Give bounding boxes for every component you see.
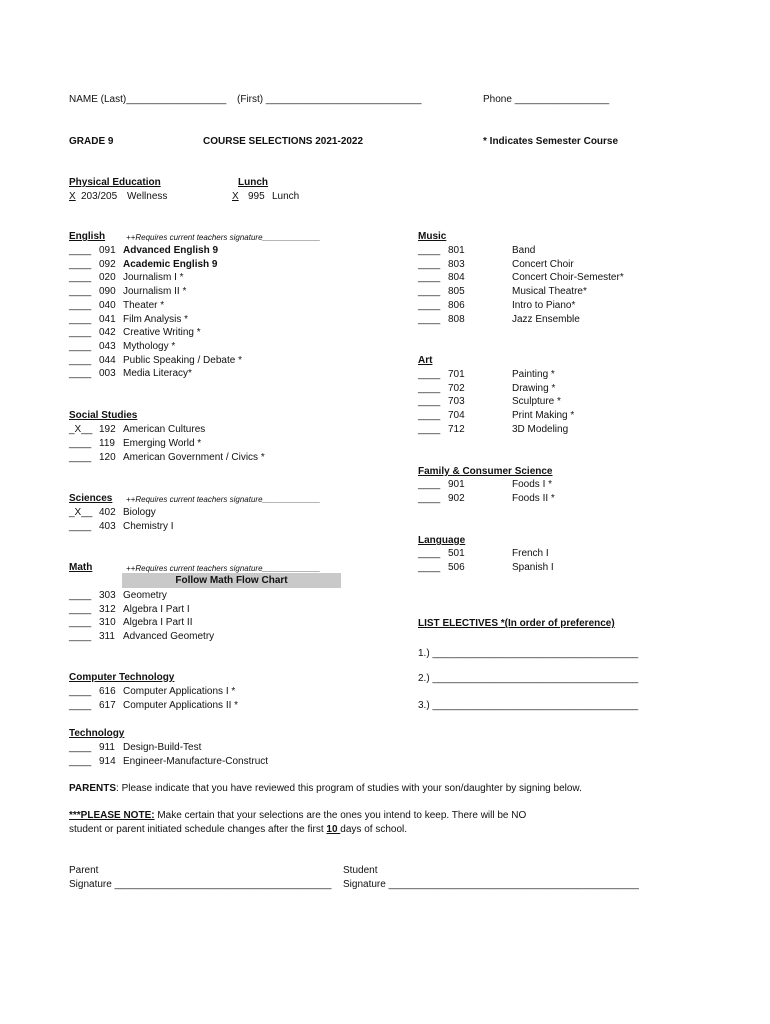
math-selection-blank[interactable]: ____ — [69, 617, 92, 629]
english-selection-blank[interactable]: ____ — [69, 354, 92, 366]
english-course-name: Media Literacy* — [123, 368, 192, 380]
sciences-course-row — [69, 520, 174, 534]
music-course-row — [418, 299, 575, 313]
math-selection-blank[interactable]: ____ — [69, 603, 92, 615]
parents-text: : Please indicate that you have reviewed this program of studies with your son/daughter by signing below. — [116, 783, 582, 794]
music-course-code: 808 — [448, 313, 465, 325]
student-label: Student — [343, 865, 378, 876]
art-selection-blank[interactable]: ____ — [418, 396, 441, 408]
english-course-name: Journalism II * — [123, 286, 187, 298]
parents-statement — [69, 783, 582, 794]
math-course-code: 310 — [99, 617, 116, 629]
english-course-row — [69, 354, 242, 368]
social-selection-blank[interactable]: ____ — [69, 452, 92, 463]
math-signature-note[interactable]: ++Requires current teachers signature_____________ — [126, 564, 321, 573]
english-selection-blank[interactable]: ____ — [69, 245, 92, 256]
lunch-name: Lunch — [272, 191, 300, 202]
computer-tech-title: Computer Technology — [69, 672, 175, 683]
lunch-code: 995 — [248, 191, 265, 202]
math-flow-chart-banner: Follow Math Flow Chart — [122, 573, 341, 588]
sciences-selection-blank[interactable]: _X__ — [69, 507, 93, 518]
english-course-name: Journalism I * — [123, 272, 184, 284]
social-course-code: 120 — [99, 452, 116, 463]
english-course-name: Public Speaking / Debate * — [123, 354, 242, 366]
fcs-course-code: 902 — [448, 493, 465, 504]
social-studies-title: Social Studies — [69, 410, 138, 421]
semester-note: * Indicates Semester Course — [483, 136, 619, 147]
student-signature-line[interactable]: Signature _____________________________________________ — [343, 879, 639, 890]
language-course-name: Spanish I — [512, 562, 554, 573]
music-course-code: 803 — [448, 258, 465, 270]
english-selection-blank[interactable]: ____ — [69, 272, 92, 284]
english-course-code: 090 — [99, 286, 116, 298]
english-course-row — [69, 313, 188, 327]
computer-course-code: 617 — [99, 700, 116, 711]
math-selection-blank[interactable]: ____ — [69, 631, 92, 643]
music-course-name: Concert Choir — [512, 258, 574, 270]
technology-course-row — [69, 741, 201, 755]
fcs-course-name: Foods I * — [512, 479, 553, 490]
music-course-code: 801 — [448, 245, 465, 256]
math-course-row — [69, 630, 214, 644]
computer-course-name: Computer Applications II * — [123, 700, 239, 711]
elective-line-1[interactable]: 1.) _____________________________________ — [418, 648, 639, 659]
phone-field[interactable]: Phone _________________ — [483, 94, 610, 105]
language-selection-blank[interactable]: ____ — [418, 548, 441, 559]
math-course-code: 303 — [99, 590, 116, 601]
language-title: Language — [418, 535, 466, 546]
music-course-row — [418, 313, 580, 327]
fcs-title: Family & Consumer Science — [418, 466, 553, 477]
art-course-row — [418, 382, 555, 396]
art-selection-blank[interactable]: ____ — [418, 423, 441, 435]
art-selection-blank[interactable]: ____ — [418, 369, 441, 380]
art-title: Art — [418, 355, 433, 366]
social-course-code: 119 — [99, 438, 115, 449]
art-course-code: 701 — [448, 369, 465, 380]
art-course-code: 702 — [448, 382, 465, 394]
english-selection-blank[interactable]: ____ — [69, 313, 92, 325]
art-course-name: Drawing * — [512, 382, 556, 394]
name-first-field[interactable]: (First) ____________________________ — [237, 94, 422, 105]
music-course-code: 806 — [448, 299, 465, 311]
english-selection-blank[interactable]: ____ — [69, 286, 92, 298]
art-course-name: 3D Modeling — [512, 423, 569, 435]
sciences-course-code: 403 — [99, 521, 116, 532]
course-selections-title: COURSE SELECTIONS 2021-2022 — [203, 136, 364, 147]
english-course-code: 091 — [99, 245, 116, 256]
art-course-row — [418, 423, 568, 437]
english-course-row — [69, 285, 186, 299]
english-course-code: 020 — [99, 272, 116, 284]
english-course-name: Academic English 9 — [123, 258, 218, 270]
english-selection-blank[interactable]: ____ — [69, 299, 92, 311]
music-selection-blank[interactable]: ____ — [418, 299, 441, 311]
elective-line-3[interactable]: 3.) _____________________________________ — [418, 700, 639, 711]
english-course-code: 042 — [99, 327, 116, 339]
social-course-row — [69, 423, 205, 437]
english-course-code: 092 — [99, 258, 116, 270]
pe-name: Wellness — [127, 191, 168, 202]
sciences-signature-note[interactable]: ++Requires current teachers signature_____________ — [126, 495, 321, 504]
music-course-name: Concert Choir-Semester* — [512, 272, 624, 284]
music-course-row — [418, 258, 574, 272]
pe-code: 203/205 — [81, 191, 118, 202]
english-course-name: Theater * — [123, 299, 165, 311]
notice-text-2a: student or parent initiated schedule changes after the first — [69, 824, 327, 835]
music-course-name: Musical Theatre* — [512, 286, 587, 298]
music-course-name: Band — [512, 245, 536, 256]
social-selection-blank[interactable]: _X__ — [69, 424, 93, 435]
math-course-code: 312 — [99, 603, 116, 615]
lunch-title: Lunch — [238, 177, 268, 188]
lunch-row — [232, 190, 299, 204]
elective-line-2[interactable]: 2.) _____________________________________ — [418, 673, 639, 684]
math-course-name: Algebra I Part II — [123, 617, 193, 629]
social-course-code: 192 — [99, 424, 116, 435]
english-course-code: 003 — [99, 368, 116, 380]
math-course-code: 311 — [99, 631, 115, 643]
parents-label: PARENTS — [69, 783, 117, 794]
language-course-name: French I — [512, 548, 549, 559]
notice-label: ***PLEASE NOTE: — [69, 810, 155, 821]
english-course-code: 044 — [99, 354, 116, 366]
sciences-course-code: 402 — [99, 507, 116, 518]
social-selection-blank[interactable]: ____ — [69, 438, 92, 449]
computer-selection-blank[interactable]: ____ — [69, 700, 92, 711]
math-course-name: Algebra I Part I — [123, 603, 190, 615]
math-course-row — [69, 603, 190, 617]
music-title: Music — [418, 231, 447, 242]
technology-course-code: 914 — [99, 756, 116, 767]
notice-text-2b: days of school. — [340, 824, 408, 835]
english-course-row — [69, 271, 184, 285]
english-course-name: Advanced English 9 — [123, 245, 219, 256]
english-course-row — [69, 258, 217, 272]
english-signature-note[interactable]: ++Requires current teachers signature_____________ — [126, 233, 321, 242]
fcs-course-row — [418, 478, 552, 492]
computer-course-name: Computer Applications I * — [123, 686, 236, 697]
grade-title: GRADE 9 — [69, 136, 114, 147]
art-course-row — [418, 368, 555, 382]
english-course-code: 043 — [99, 340, 116, 352]
computer-course-row — [69, 699, 238, 713]
pe-row — [69, 190, 167, 204]
art-course-name: Print Making * — [512, 410, 575, 422]
english-course-row — [69, 340, 175, 354]
computer-course-row — [69, 685, 235, 699]
music-course-row — [418, 285, 587, 299]
sciences-course-row — [69, 506, 156, 520]
english-course-code: 040 — [99, 299, 116, 311]
music-course-code: 804 — [448, 272, 465, 284]
math-selection-blank[interactable]: ____ — [69, 590, 92, 601]
language-selection-blank[interactable]: ____ — [418, 562, 441, 573]
language-course-row — [418, 561, 554, 575]
english-course-row — [69, 367, 192, 381]
notice-line-2 — [69, 824, 407, 835]
music-selection-blank[interactable]: ____ — [418, 245, 441, 256]
english-selection-blank[interactable]: ____ — [69, 258, 92, 270]
language-course-code: 506 — [448, 562, 465, 573]
music-course-name: Jazz Ensemble — [512, 313, 580, 325]
music-course-code: 805 — [448, 286, 465, 298]
parent-signature-line[interactable]: Signature _______________________________________ — [69, 879, 332, 890]
music-selection-blank[interactable]: ____ — [418, 272, 441, 284]
notice-line-1 — [69, 810, 526, 821]
art-course-name: Sculpture * — [512, 396, 561, 408]
fcs-selection-blank[interactable]: ____ — [418, 493, 441, 504]
pe-mark[interactable]: X — [69, 191, 76, 202]
math-title: Math — [69, 562, 93, 573]
math-course-row — [69, 616, 192, 630]
computer-selection-blank[interactable]: ____ — [69, 686, 92, 697]
music-selection-blank[interactable]: ____ — [418, 258, 441, 270]
technology-course-name: Engineer-Manufacture-Construct — [123, 756, 269, 767]
social-course-row — [69, 451, 265, 465]
music-course-row — [418, 271, 624, 285]
fcs-course-row — [418, 492, 555, 506]
fcs-course-name: Foods II * — [512, 493, 555, 504]
art-course-code: 703 — [448, 396, 465, 408]
english-course-row — [69, 326, 201, 340]
fcs-course-code: 901 — [448, 479, 465, 490]
language-course-row — [418, 547, 549, 561]
english-title: English — [69, 231, 106, 242]
technology-course-row — [69, 755, 268, 769]
pe-title: Physical Education — [69, 177, 161, 188]
english-course-name: Mythology * — [123, 340, 176, 352]
name-last-field[interactable]: NAME (Last)__________________ — [69, 94, 227, 105]
english-selection-blank[interactable]: ____ — [69, 340, 92, 352]
art-course-row — [418, 409, 574, 423]
technology-selection-blank[interactable]: ____ — [69, 742, 92, 753]
english-selection-blank[interactable]: ____ — [69, 327, 92, 339]
music-selection-blank[interactable]: ____ — [418, 313, 441, 325]
notice-days: 10 — [326, 824, 341, 835]
social-course-row — [69, 437, 201, 451]
technology-title: Technology — [69, 728, 125, 739]
sciences-title: Sciences — [69, 493, 113, 504]
sciences-selection-blank[interactable]: ____ — [69, 521, 92, 532]
technology-selection-blank[interactable]: ____ — [69, 756, 92, 767]
art-selection-blank[interactable]: ____ — [418, 410, 441, 422]
english-course-row — [69, 244, 218, 258]
english-course-name: Creative Writing * — [123, 327, 201, 339]
math-course-name: Geometry — [123, 590, 167, 601]
fcs-selection-blank[interactable]: ____ — [418, 479, 441, 490]
art-course-row — [418, 395, 561, 409]
technology-course-name: Design-Build-Test — [123, 742, 202, 753]
math-course-row — [69, 589, 167, 603]
technology-course-code: 911 — [99, 742, 115, 753]
english-selection-blank[interactable]: ____ — [69, 368, 92, 380]
english-course-code: 041 — [99, 313, 116, 325]
art-course-code: 704 — [448, 410, 465, 422]
english-course-name: Film Analysis * — [123, 313, 189, 325]
music-selection-blank[interactable]: ____ — [418, 286, 441, 298]
music-course-name: Intro to Piano* — [512, 299, 576, 311]
math-course-name: Advanced Geometry — [123, 631, 215, 643]
social-course-name: American Government / Civics * — [123, 452, 265, 463]
language-course-code: 501 — [448, 548, 465, 559]
art-course-code: 712 — [448, 423, 465, 435]
art-course-name: Painting * — [512, 369, 555, 380]
lunch-mark[interactable]: X — [232, 191, 239, 202]
social-course-name: American Cultures — [123, 424, 206, 435]
sciences-course-name: Biology — [123, 507, 156, 518]
electives-title: LIST ELECTIVES *(In order of preference) — [418, 618, 615, 629]
music-course-row — [418, 244, 535, 258]
sciences-course-name: Chemistry I — [123, 521, 174, 532]
english-course-row — [69, 299, 164, 313]
notice-text-1: Make certain that your selections are the ones you intend to keep. There will be NO — [154, 810, 527, 821]
social-course-name: Emerging World * — [123, 438, 202, 449]
parent-label: Parent — [69, 865, 99, 876]
art-selection-blank[interactable]: ____ — [418, 382, 441, 394]
computer-course-code: 616 — [99, 686, 116, 697]
